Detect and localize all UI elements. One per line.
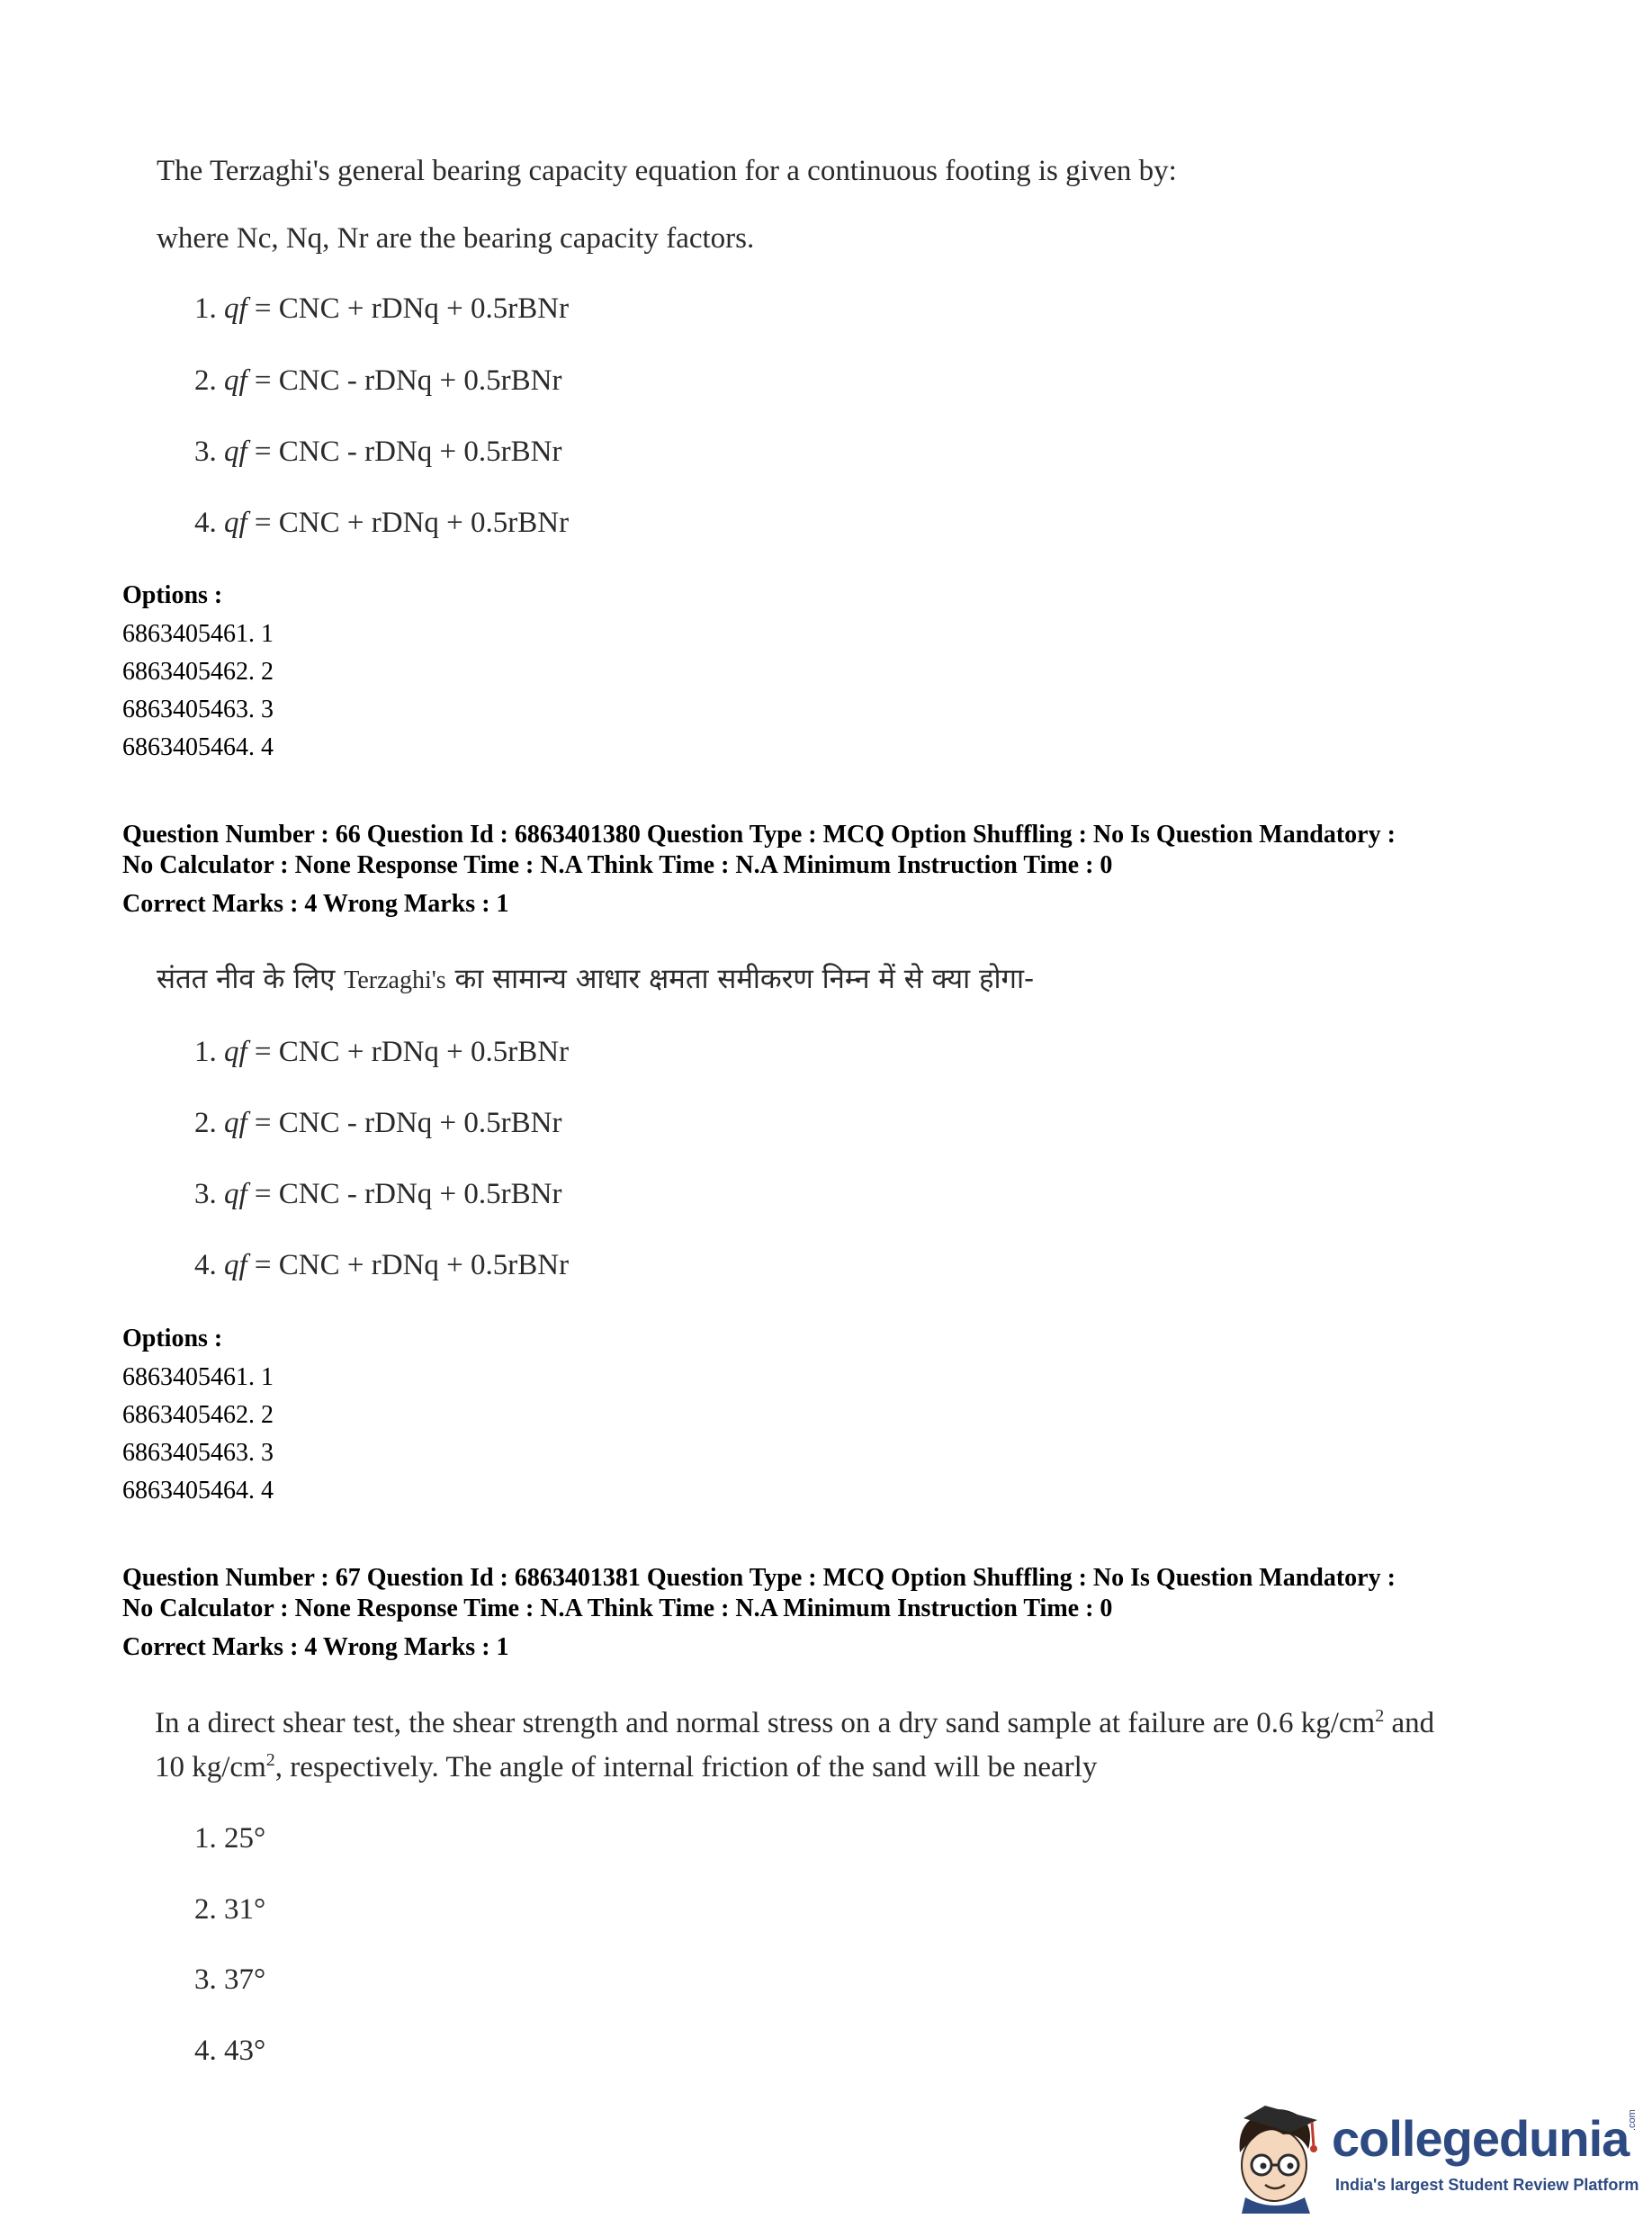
collegedunia-logo xyxy=(1224,2097,1647,2223)
option-item: 6863405463. 3 xyxy=(122,1439,274,1467)
logo-dotcom: .com xyxy=(1627,2109,1638,2131)
q67-meta-line1: Question Number : 67 Question Id : 6863401381 Question Type : MCQ Option Shuffling : No Is Question Mandatory : xyxy=(122,1564,1396,1592)
q67-stem-line2: 10 $kg/cm^2$, respectively. The angle of internal friction of the sand will be nearly xyxy=(155,1750,1098,1783)
q67-choice-2: 2. 31° xyxy=(194,1893,266,1926)
q66-options-label: Options : xyxy=(122,1325,223,1352)
q66-options-list xyxy=(122,1359,274,1510)
q67-marks: Correct Marks : 4 Wrong Marks : 1 xyxy=(122,1633,509,1661)
option-item: 6863405461. 1 xyxy=(122,620,274,648)
q67-choice-3: 3. 37° xyxy=(194,1963,266,1996)
q67-stem-line1: In a direct shear test, the shear strength and normal stress on a dry sand sample at failure are 0.6 $kg/cm^2$ and xyxy=(155,1706,1435,1739)
q65-options-label: Options : xyxy=(122,581,223,609)
option-item: 6863405463. 3 xyxy=(122,696,274,723)
logo-wordmark: collegedunia xyxy=(1332,2110,1630,2167)
q66-meta-line1: Question Number : 66 Question Id : 6863401380 Question Type : MCQ Option Shuffling : No Is Question Mandatory : xyxy=(122,821,1396,849)
option-item: 6863405462. 2 xyxy=(122,1401,274,1429)
q66-meta-line2: No Calculator : None Response Time : N.A Think Time : N.A Minimum Instruction Time : 0 xyxy=(122,851,1113,879)
q65-choice-1: 1. qf = CNC + rDNq + 0.5rBNr xyxy=(194,292,570,325)
q67-choice-4: 4. 43° xyxy=(194,2035,266,2067)
option-item: 6863405464. 4 xyxy=(122,1477,274,1505)
mascot-icon xyxy=(1224,2097,1330,2214)
q67-choice-1: 1. 25° xyxy=(194,1822,266,1855)
q66-stem-hindi: संतत नीव के लिए Terzaghi's का सामान्य आधार क्षमता समीकरण निम्न में से क्या होगा- xyxy=(157,963,1035,995)
q65-options-list xyxy=(122,615,274,767)
q65-choice-2: 2. qf = CNC - rDNq + 0.5rBNr xyxy=(194,364,562,397)
q66-marks: Correct Marks : 4 Wrong Marks : 1 xyxy=(122,890,509,918)
q65-stem-line2: where Nc, Nq, Nr are the bearing capacity factors. xyxy=(157,222,755,255)
q66-choice-1: 1. qf = CNC + rDNq + 0.5rBNr xyxy=(194,1036,570,1068)
logo-tagline: India's largest Student Review Platform xyxy=(1335,2176,1639,2194)
option-item: 6863405464. 4 xyxy=(122,733,274,761)
option-item: 6863405461. 1 xyxy=(122,1363,274,1391)
q66-choice-3: 3. qf = CNC - rDNq + 0.5rBNr xyxy=(194,1178,562,1210)
q66-choice-4: 4. qf = CNC + rDNq + 0.5rBNr xyxy=(194,1249,570,1281)
q66-choice-2: 2. qf = CNC - rDNq + 0.5rBNr xyxy=(194,1107,562,1139)
q65-choice-4: 4. qf = CNC + rDNq + 0.5rBNr xyxy=(194,507,570,539)
q65-choice-3: 3. qf = CNC - rDNq + 0.5rBNr xyxy=(194,436,562,468)
option-item: 6863405462. 2 xyxy=(122,658,274,686)
q67-meta-line2: No Calculator : None Response Time : N.A Think Time : N.A Minimum Instruction Time : 0 xyxy=(122,1595,1113,1622)
q65-stem-line1: The Terzaghi's general bearing capacity equation for a continuous footing is given by: xyxy=(157,155,1177,187)
